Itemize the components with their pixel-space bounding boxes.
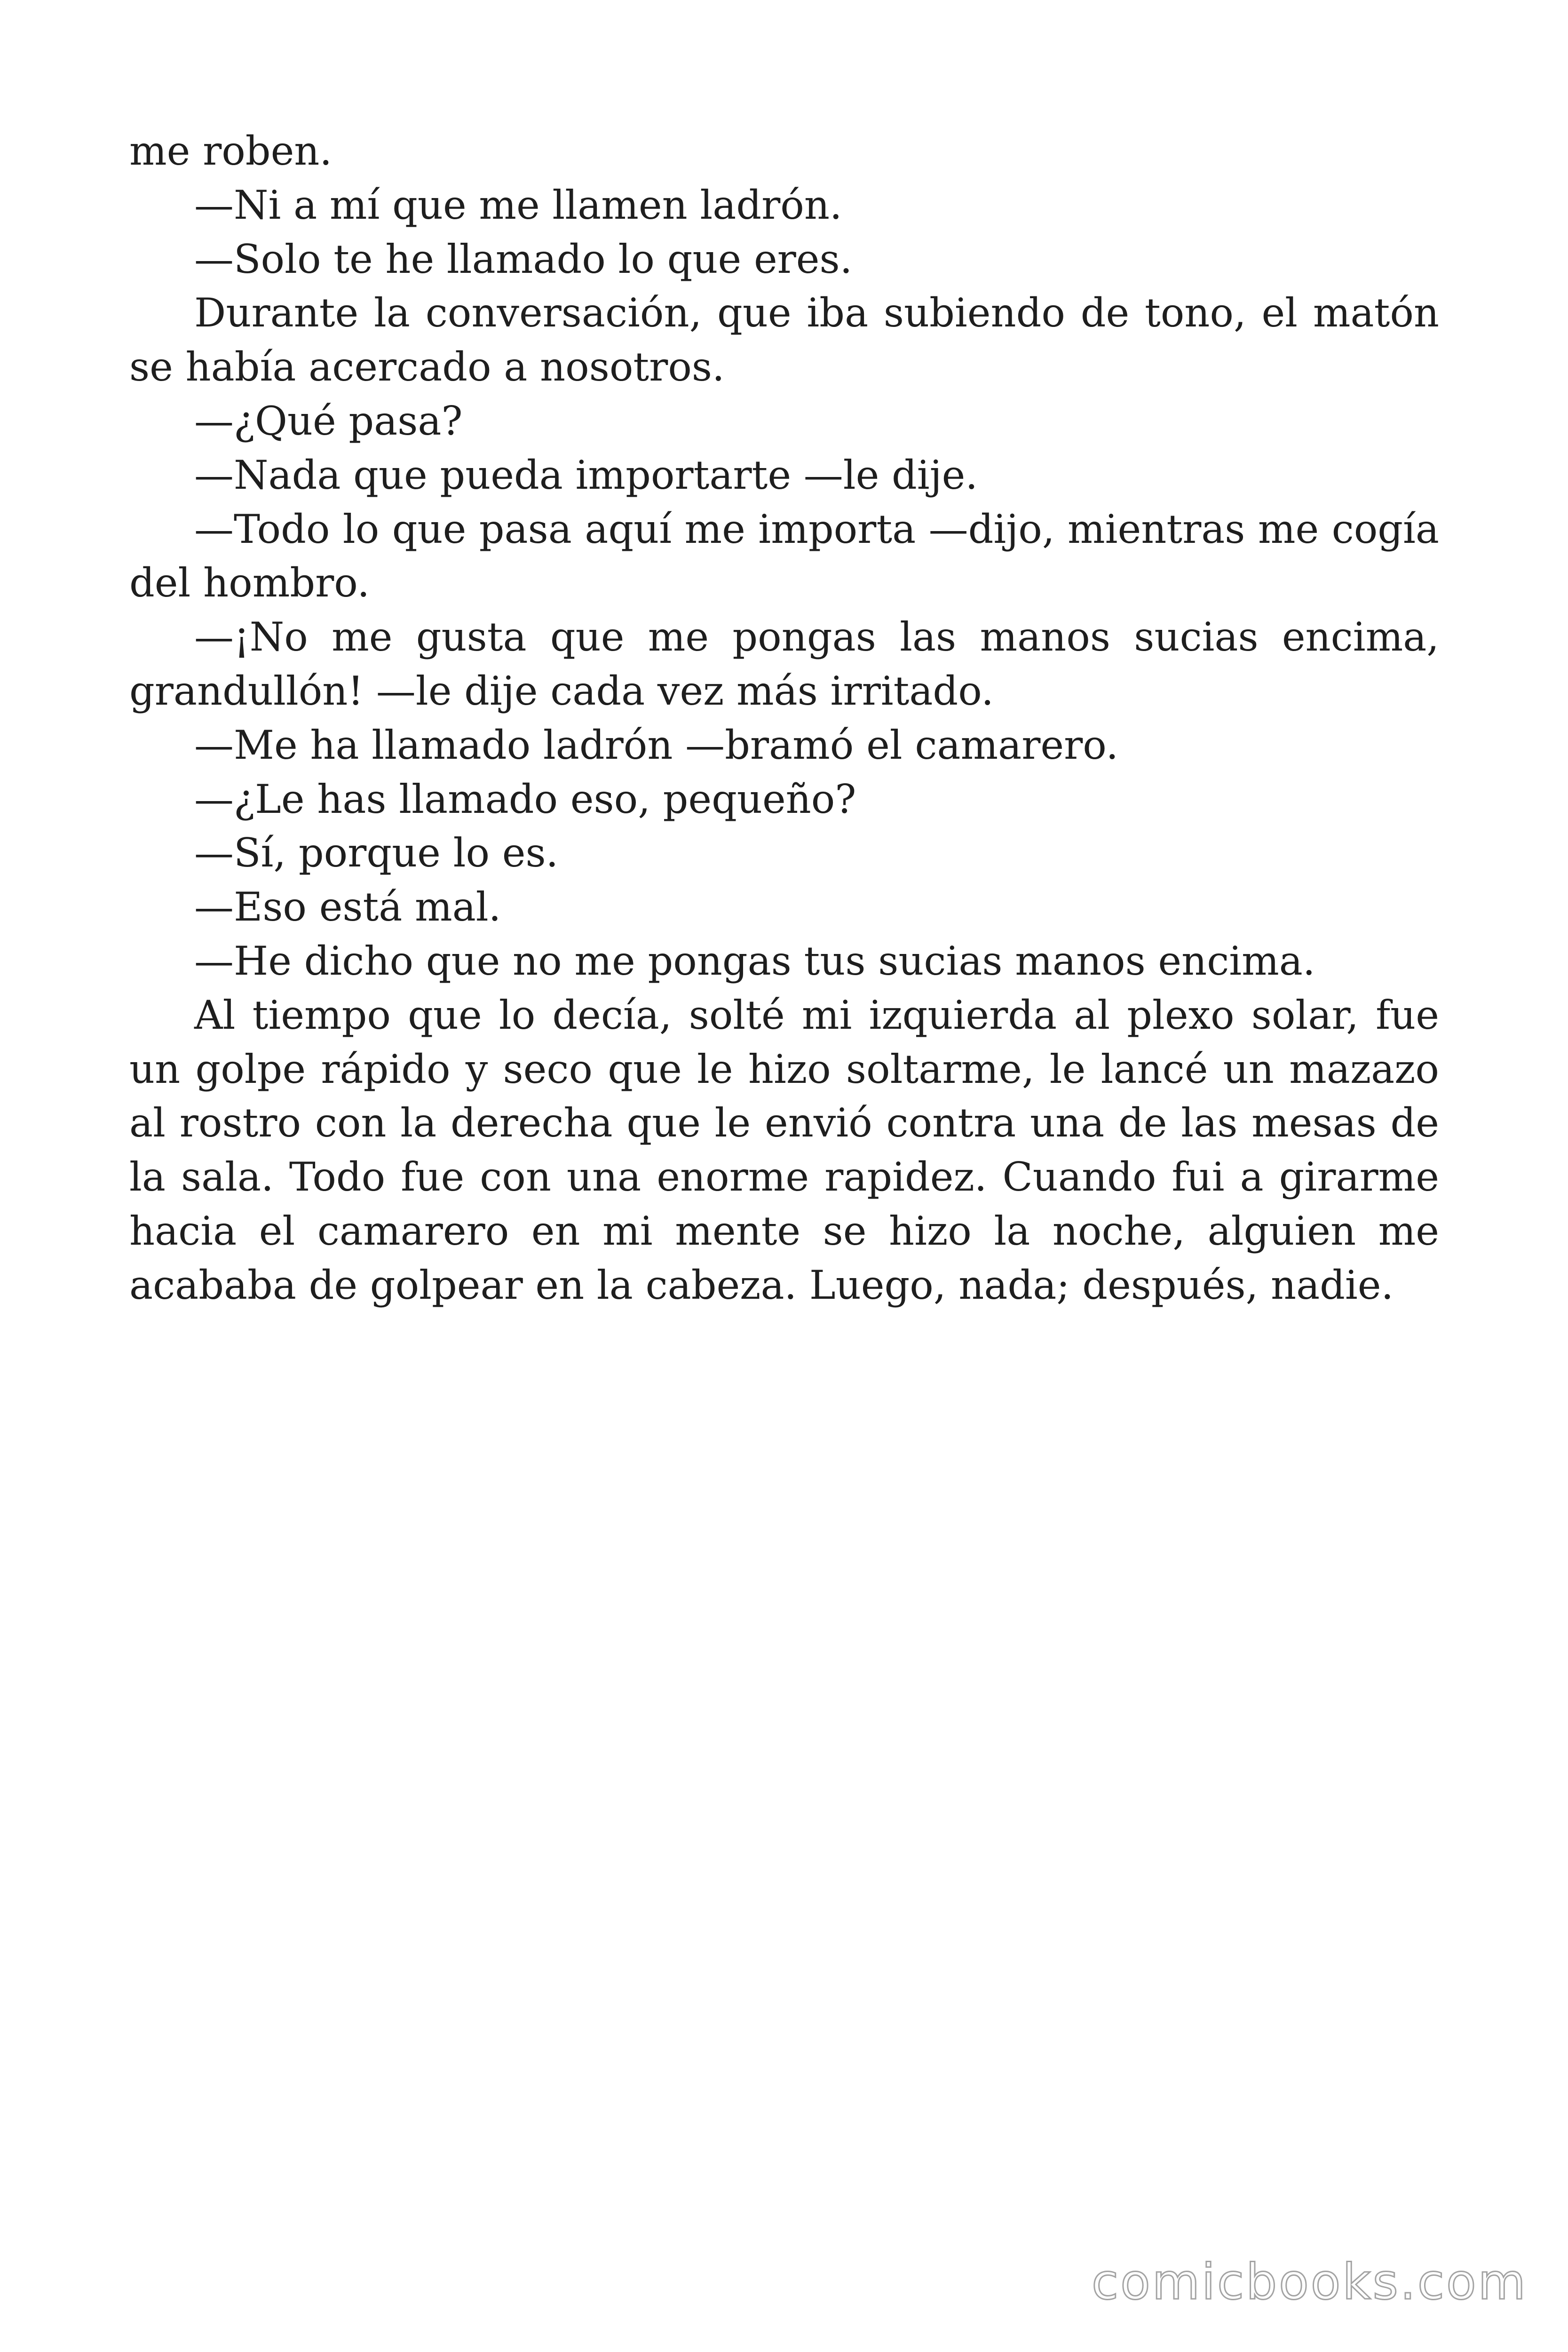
dialogue-line: —Me ha llamado ladrón —bramó el camarero.: [194, 722, 1119, 768]
dialogue-line: —Eso está mal.: [194, 884, 501, 930]
dialogue-line: —¡No me gusta que me pongas las manos sucias encima, grandullón! —le dije cada vez más irritado.: [129, 614, 1439, 714]
dialogue-line: —Todo lo que pasa aquí me importa —dijo, mientras me cogía del hombro.: [129, 506, 1439, 606]
dialogue-line: —Nada que pueda importarte —le dije.: [194, 452, 978, 498]
dialogue-line: —He dicho que no me pongas tus sucias manos encima.: [194, 938, 1315, 984]
dialogue-line: —Solo te he llamado lo que eres.: [194, 236, 853, 282]
narrative-paragraph: Al tiempo que lo decía, solté mi izquierda al plexo solar, fue un golpe rápido y seco que le hizo soltarme, le lancé un mazazo al rostro con la derecha que le envió contra una de las mesas de la sala. Todo fue con una enorme rapidez. Cuando fui a girarme hacia el camarero en mi mente se hizo la noche, alguien me acababa de golpear en la cabeza. Luego, nada; después, nadie.: [129, 992, 1439, 1308]
body-text: [129, 124, 1439, 1312]
narrative-paragraph: Durante la conversación, que iba subiendo de tono, el matón se había acercado a nosotros.: [129, 290, 1439, 390]
dialogue-line: —¿Qué pasa?: [194, 397, 463, 444]
dialogue-line: —¿Le has llamado eso, pequeño?: [194, 776, 856, 822]
paragraph-continuation: me roben.: [129, 128, 333, 174]
dialogue-line: —Ni a mí que me llamen ladrón.: [194, 182, 842, 228]
dialogue-line: —Sí, porque lo es.: [194, 830, 559, 876]
site-watermark: comicbooks.com: [1091, 2253, 1528, 2311]
